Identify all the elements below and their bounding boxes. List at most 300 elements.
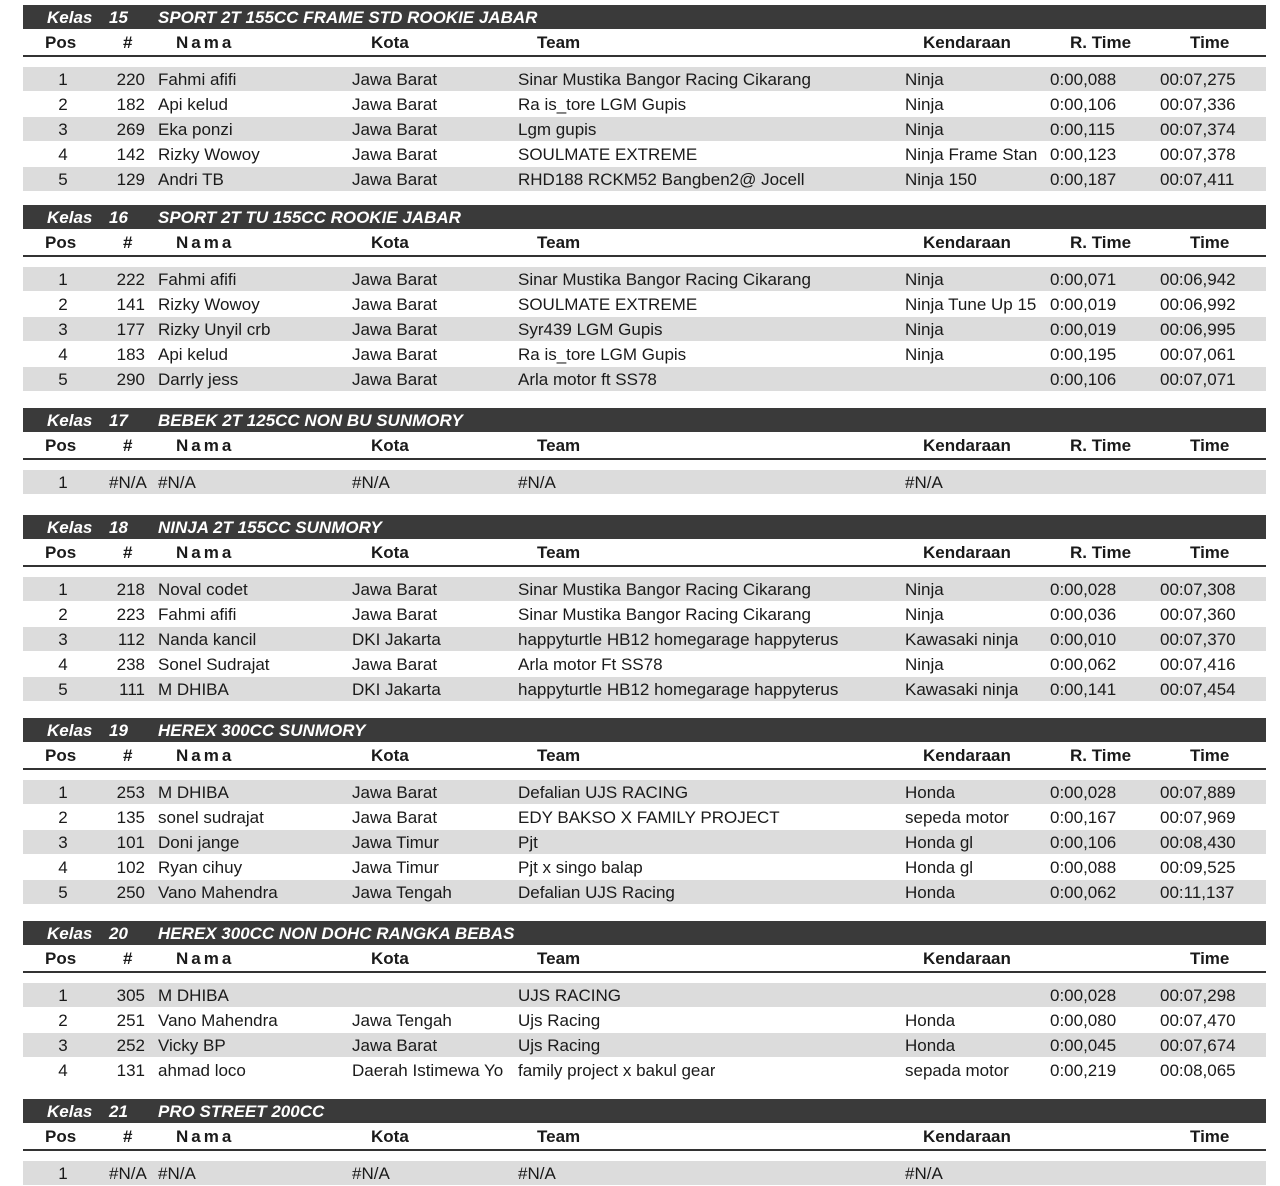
column-header-kendaraan: Kendaraan: [923, 436, 1011, 455]
column-header-kendaraan: Kendaraan: [923, 543, 1011, 562]
cell-team: Arla motor Ft SS78: [518, 655, 663, 674]
column-header-row: [23, 29, 1266, 57]
cell-team: Defalian UJS RACING: [518, 783, 689, 802]
column-header-pos: Pos: [45, 233, 77, 252]
cell-pos: 3: [58, 320, 68, 339]
kelas-section: [23, 921, 1266, 1083]
cell-team: Arla motor ft SS78: [518, 370, 657, 389]
kelas-section: [23, 515, 1266, 702]
cell-pos: 3: [58, 120, 68, 139]
cell-kendaraan: #N/A: [905, 473, 943, 492]
cell-team: Ujs Racing: [518, 1036, 601, 1055]
cell-kota: Jawa Barat: [352, 320, 438, 339]
cell-rtime: 0:00,123: [1050, 145, 1117, 164]
table-row: [23, 292, 1266, 317]
cell-kendaraan: Kawasaki ninja: [905, 680, 1019, 699]
cell-num: 218: [116, 580, 145, 599]
column-header-pos: Pos: [45, 746, 77, 765]
cell-pos: 2: [58, 1011, 68, 1030]
cell-rtime: 0:00,071: [1050, 270, 1117, 289]
cell-team: Sinar Mustika Bangor Racing Cikarang: [518, 70, 811, 89]
column-header-kendaraan: Kendaraan: [923, 233, 1011, 252]
cell-kendaraan: Honda: [905, 1011, 956, 1030]
table-row: [23, 855, 1266, 880]
cell-kendaraan: Ninja: [905, 580, 944, 599]
column-header-time: Time: [1190, 1127, 1230, 1146]
table-row: [23, 805, 1266, 830]
cell-pos: 5: [58, 370, 68, 389]
kelas-label: Kelas: [47, 518, 93, 537]
cell-time: 00:07,889: [1160, 783, 1236, 802]
cell-num: 129: [116, 170, 145, 189]
cell-rtime: 0:00,019: [1050, 320, 1117, 339]
column-header-row: [23, 945, 1266, 973]
kelas-number: 17: [109, 411, 128, 430]
cell-kendaraan: #N/A: [905, 1164, 943, 1183]
cell-team: #N/A: [518, 473, 556, 492]
cell-time: 00:07,969: [1160, 808, 1236, 827]
cell-nama: Vicky BP: [158, 1036, 226, 1055]
cell-kendaraan: Ninja Frame Stan: [905, 145, 1038, 164]
kelas-header-bar: [23, 515, 1266, 539]
cell-num: 182: [116, 95, 145, 114]
cell-rtime: 0:00,115: [1050, 120, 1115, 139]
table-row: [23, 983, 1266, 1008]
column-header-rtime: R. Time: [1070, 233, 1132, 252]
cell-kota: Jawa Barat: [352, 95, 438, 114]
kelas-header-bar: [23, 921, 1266, 945]
column-header-time: Time: [1190, 33, 1230, 52]
cell-team: UJS RACING: [518, 986, 621, 1005]
kelas-label: Kelas: [47, 411, 93, 430]
kelas-number: 21: [109, 1102, 128, 1121]
cell-team: Ujs Racing: [518, 1011, 601, 1030]
kelas-title: HEREX 300CC NON DOHC RANGKA BEBAS: [158, 924, 515, 943]
cell-pos: 1: [58, 270, 68, 289]
kelas-title: PRO STREET 200CC: [158, 1102, 325, 1121]
cell-kota: Jawa Barat: [352, 783, 438, 802]
kelas-section: [23, 408, 1266, 495]
cell-rtime: 0:00,219: [1050, 1061, 1117, 1080]
kelas-title: HEREX 300CC SUNMORY: [158, 721, 366, 740]
cell-kendaraan: Ninja 150: [905, 170, 977, 189]
column-header-pos: Pos: [45, 33, 77, 52]
column-header-kota: Kota: [371, 949, 409, 968]
kelas-title: BEBEK 2T 125CC NON BU SUNMORY: [158, 411, 463, 430]
cell-kendaraan: Ninja: [905, 320, 944, 339]
cell-time: 00:09,525: [1160, 858, 1236, 877]
cell-pos: 1: [58, 783, 68, 802]
cell-kendaraan: Ninja: [905, 605, 944, 624]
column-header-num: #: [123, 33, 133, 52]
cell-kota: Jawa Timur: [352, 833, 439, 852]
table-row: [23, 1058, 1266, 1083]
cell-pos: 1: [58, 473, 68, 492]
cell-kota: Jawa Tengah: [352, 1011, 452, 1030]
cell-pos: 3: [58, 630, 68, 649]
cell-kota: Jawa Timur: [352, 858, 439, 877]
cell-kota: Jawa Barat: [352, 808, 438, 827]
cell-team: family project x bakul gear: [518, 1061, 716, 1080]
cell-nama: Doni jange: [158, 833, 240, 852]
table-row: [23, 577, 1266, 602]
cell-kota: Jawa Barat: [352, 120, 438, 139]
table-row: [23, 470, 1266, 495]
column-header-kota: Kota: [371, 436, 409, 455]
cell-nama: Api kelud: [158, 345, 228, 364]
cell-time: 00:07,674: [1160, 1036, 1236, 1055]
cell-kendaraan: Honda: [905, 783, 956, 802]
cell-time: 00:07,360: [1160, 605, 1236, 624]
cell-time: 00:06,942: [1160, 270, 1236, 289]
table-row: [23, 142, 1266, 167]
cell-time: 00:07,454: [1160, 680, 1236, 699]
cell-time: 00:07,411: [1160, 170, 1235, 189]
cell-num: 305: [116, 986, 145, 1005]
cell-kendaraan: Ninja: [905, 270, 944, 289]
cell-kota: Jawa Barat: [352, 370, 438, 389]
cell-team: Defalian UJS Racing: [518, 883, 675, 902]
cell-team: Lgm gupis: [518, 120, 597, 139]
table-row: [23, 602, 1266, 627]
cell-nama: Rizky Unyil crb: [158, 320, 271, 339]
cell-nama: sonel sudrajat: [158, 808, 264, 827]
cell-pos: 1: [58, 70, 68, 89]
cell-kendaraan: Ninja: [905, 655, 944, 674]
column-header-kendaraan: Kendaraan: [923, 949, 1011, 968]
cell-num: 220: [116, 70, 145, 89]
cell-pos: 1: [58, 1164, 68, 1183]
cell-team: SOULMATE EXTREME: [518, 145, 698, 164]
column-header-rtime: R. Time: [1070, 33, 1132, 52]
cell-pos: 4: [58, 858, 68, 877]
cell-pos: 1: [58, 986, 68, 1005]
cell-num: 238: [116, 655, 145, 674]
table-row: [23, 830, 1266, 855]
column-header-nama: Nama: [176, 543, 235, 562]
kelas-label: Kelas: [47, 208, 93, 227]
table-row: [23, 267, 1266, 292]
cell-nama: Vano Mahendra: [158, 883, 278, 902]
results-table-body: [23, 1161, 1266, 1186]
cell-kota: Jawa Barat: [352, 1036, 438, 1055]
column-header-kendaraan: Kendaraan: [923, 746, 1011, 765]
cell-nama: Eka ponzi: [158, 120, 233, 139]
kelas-section: [23, 205, 1266, 392]
cell-time: 00:08,430: [1160, 833, 1236, 852]
cell-pos: 2: [58, 808, 68, 827]
table-row: [23, 367, 1266, 392]
cell-time: 00:07,378: [1160, 145, 1236, 164]
cell-num: 222: [116, 270, 145, 289]
column-header-nama: Nama: [176, 233, 235, 252]
table-row: [23, 1033, 1266, 1058]
cell-team: Pjt x singo balap: [518, 858, 643, 877]
column-header-nama: Nama: [176, 746, 235, 765]
kelas-number: 18: [109, 518, 128, 537]
column-header-kota: Kota: [371, 33, 409, 52]
cell-rtime: 0:00,088: [1050, 858, 1117, 877]
cell-rtime: 0:00,028: [1050, 986, 1117, 1005]
column-header-num: #: [123, 436, 133, 455]
column-header-time: Time: [1190, 436, 1230, 455]
cell-pos: 4: [58, 1061, 68, 1080]
kelas-section: [23, 5, 1266, 192]
column-header-num: #: [123, 233, 133, 252]
cell-time: 00:07,416: [1160, 655, 1236, 674]
cell-num: 102: [116, 858, 145, 877]
cell-kendaraan: Kawasaki ninja: [905, 630, 1019, 649]
cell-kota: Jawa Barat: [352, 295, 438, 314]
cell-time: 00:11,137: [1160, 883, 1235, 902]
column-header-num: #: [123, 543, 133, 562]
cell-rtime: 0:00,045: [1050, 1036, 1117, 1055]
cell-pos: 2: [58, 95, 68, 114]
column-header-time: Time: [1190, 746, 1230, 765]
cell-nama: Noval codet: [158, 580, 248, 599]
cell-kendaraan: Ninja: [905, 345, 944, 364]
kelas-title: SPORT 2T TU 155CC ROOKIE JABAR: [158, 208, 461, 227]
table-row: [23, 880, 1266, 905]
cell-num: 250: [116, 883, 145, 902]
column-header-num: #: [123, 746, 133, 765]
cell-num: 177: [116, 320, 145, 339]
cell-rtime: 0:00,062: [1050, 883, 1117, 902]
cell-num: 223: [116, 605, 145, 624]
cell-nama: Vano Mahendra: [158, 1011, 278, 1030]
column-header-pos: Pos: [45, 543, 77, 562]
cell-num: #N/A: [109, 473, 147, 492]
cell-kota: #N/A: [352, 473, 390, 492]
cell-pos: 4: [58, 655, 68, 674]
cell-pos: 4: [58, 145, 68, 164]
table-row: [23, 342, 1266, 367]
cell-num: 252: [116, 1036, 145, 1055]
cell-rtime: 0:00,019: [1050, 295, 1117, 314]
table-row: [23, 117, 1266, 142]
cell-time: 00:07,336: [1160, 95, 1236, 114]
cell-kota: Jawa Barat: [352, 605, 438, 624]
cell-rtime: 0:00,010: [1050, 630, 1117, 649]
table-row: [23, 652, 1266, 677]
kelas-section: [23, 718, 1266, 905]
cell-kendaraan: Honda: [905, 1036, 956, 1055]
cell-kendaraan: sepeda motor: [905, 808, 1009, 827]
cell-time: 00:07,298: [1160, 986, 1236, 1005]
cell-nama: Ryan cihuy: [158, 858, 243, 877]
column-header-rtime: R. Time: [1070, 543, 1132, 562]
cell-kota: Jawa Barat: [352, 70, 438, 89]
cell-num: 269: [116, 120, 145, 139]
cell-nama: M DHIBA: [158, 680, 229, 699]
cell-num: 253: [116, 783, 145, 802]
cell-rtime: 0:00,141: [1050, 680, 1117, 699]
kelas-label: Kelas: [47, 1102, 93, 1121]
cell-team: Pjt: [518, 833, 538, 852]
column-header-kendaraan: Kendaraan: [923, 1127, 1011, 1146]
cell-time: 00:06,995: [1160, 320, 1236, 339]
table-row: [23, 67, 1266, 92]
cell-team: Ra is_tore LGM Gupis: [518, 95, 687, 114]
column-header-kota: Kota: [371, 233, 409, 252]
cell-nama: Fahmi afifi: [158, 270, 237, 289]
kelas-label: Kelas: [47, 924, 93, 943]
column-header-kota: Kota: [371, 543, 409, 562]
column-header-row: [23, 432, 1266, 460]
results-table-body: [23, 780, 1266, 905]
cell-time: 00:07,061: [1160, 345, 1236, 364]
column-header-time: Time: [1190, 543, 1230, 562]
cell-kendaraan: Honda gl: [905, 858, 974, 877]
cell-nama: Andri TB: [158, 170, 224, 189]
cell-pos: 1: [58, 580, 68, 599]
cell-num: 183: [116, 345, 145, 364]
cell-rtime: 0:00,028: [1050, 783, 1117, 802]
column-header-pos: Pos: [45, 1127, 77, 1146]
cell-kendaraan: Ninja Tune Up 15: [905, 295, 1037, 314]
cell-nama: Fahmi afifi: [158, 605, 237, 624]
cell-nama: Darrly jess: [158, 370, 239, 389]
kelas-header-bar: [23, 1099, 1266, 1123]
cell-num: 111: [119, 680, 145, 699]
table-row: [23, 780, 1266, 805]
cell-rtime: 0:00,106: [1050, 833, 1117, 852]
column-header-row: [23, 229, 1266, 257]
cell-team: EDY BAKSO X FAMILY PROJECT: [518, 808, 780, 827]
column-header-rtime: R. Time: [1070, 436, 1132, 455]
cell-num: 142: [116, 145, 145, 164]
cell-time: 00:07,374: [1160, 120, 1236, 139]
cell-time: 00:08,065: [1160, 1061, 1236, 1080]
cell-time: 00:06,992: [1160, 295, 1236, 314]
cell-nama: M DHIBA: [158, 986, 229, 1005]
column-header-team: Team: [537, 436, 581, 455]
column-header-time: Time: [1190, 233, 1230, 252]
table-row: [23, 1161, 1266, 1186]
cell-num: 290: [116, 370, 145, 389]
column-header-team: Team: [537, 746, 581, 765]
results-table-body: [23, 67, 1266, 192]
column-header-nama: Nama: [176, 1127, 235, 1146]
cell-team: happyturtle HB12 homegarage happyterus: [518, 630, 839, 649]
cell-kota: DKI Jakarta: [352, 680, 441, 699]
cell-rtime: 0:00,062: [1050, 655, 1117, 674]
cell-time: 00:07,370: [1160, 630, 1236, 649]
cell-pos: 2: [58, 605, 68, 624]
cell-kendaraan: Ninja: [905, 120, 944, 139]
cell-rtime: 0:00,106: [1050, 95, 1117, 114]
column-header-nama: Nama: [176, 33, 235, 52]
kelas-section: [23, 1099, 1266, 1186]
column-header-nama: Nama: [176, 436, 235, 455]
cell-kota: Jawa Barat: [352, 270, 438, 289]
cell-num: 112: [117, 630, 145, 649]
column-header-row: [23, 1123, 1266, 1151]
kelas-number: 15: [109, 8, 128, 27]
cell-nama: Api kelud: [158, 95, 228, 114]
cell-rtime: 0:00,088: [1050, 70, 1117, 89]
cell-rtime: 0:00,036: [1050, 605, 1117, 624]
cell-nama: Sonel Sudrajat: [158, 655, 270, 674]
cell-rtime: 0:00,028: [1050, 580, 1117, 599]
cell-pos: 2: [58, 295, 68, 314]
cell-rtime: 0:00,187: [1050, 170, 1117, 189]
cell-time: 00:07,308: [1160, 580, 1236, 599]
cell-pos: 5: [58, 883, 68, 902]
cell-num: 141: [116, 295, 145, 314]
column-header-num: #: [123, 949, 133, 968]
table-row: [23, 92, 1266, 117]
cell-time: 00:07,071: [1160, 370, 1236, 389]
cell-nama: #N/A: [158, 473, 196, 492]
column-header-row: [23, 742, 1266, 770]
cell-kendaraan: Ninja: [905, 70, 944, 89]
cell-kendaraan: Honda gl: [905, 833, 974, 852]
cell-num: #N/A: [109, 1164, 147, 1183]
cell-nama: M DHIBA: [158, 783, 229, 802]
column-header-team: Team: [537, 233, 581, 252]
cell-team: Sinar Mustika Bangor Racing Cikarang: [518, 270, 811, 289]
table-row: [23, 1008, 1266, 1033]
column-header-nama: Nama: [176, 949, 235, 968]
cell-team: SOULMATE EXTREME: [518, 295, 698, 314]
cell-kendaraan: sepada motor: [905, 1061, 1009, 1080]
cell-num: 251: [116, 1011, 145, 1030]
kelas-title: SPORT 2T 155CC FRAME STD ROOKIE JABAR: [158, 8, 538, 27]
cell-pos: 5: [58, 170, 68, 189]
cell-nama: #N/A: [158, 1164, 196, 1183]
cell-nama: Rizky Wowoy: [158, 145, 260, 164]
kelas-header-bar: [23, 5, 1266, 29]
cell-num: 101: [116, 833, 145, 852]
cell-pos: 3: [58, 833, 68, 852]
kelas-title: NINJA 2T 155CC SUNMORY: [158, 518, 382, 537]
column-header-pos: Pos: [45, 436, 77, 455]
cell-team: #N/A: [518, 1164, 556, 1183]
cell-kota: Jawa Barat: [352, 655, 438, 674]
column-header-num: #: [123, 1127, 133, 1146]
cell-pos: 3: [58, 1036, 68, 1055]
cell-nama: Nanda kancil: [158, 630, 257, 649]
cell-pos: 5: [58, 680, 68, 699]
cell-kota: Jawa Barat: [352, 580, 438, 599]
results-table-body: [23, 983, 1266, 1083]
cell-kota: Jawa Barat: [352, 345, 438, 364]
cell-team: happyturtle HB12 homegarage happyterus: [518, 680, 839, 699]
results-table-body: [23, 577, 1266, 702]
cell-kota: Jawa Barat: [352, 145, 438, 164]
cell-nama: ahmad loco: [158, 1061, 246, 1080]
column-header-rtime: R. Time: [1070, 746, 1132, 765]
cell-kota: Jawa Barat: [352, 170, 438, 189]
cell-num: 131: [116, 1061, 145, 1080]
column-header-time: Time: [1190, 949, 1230, 968]
cell-team: Syr439 LGM Gupis: [518, 320, 663, 339]
cell-rtime: 0:00,167: [1050, 808, 1117, 827]
column-header-team: Team: [537, 543, 581, 562]
cell-num: 135: [116, 808, 145, 827]
cell-kendaraan: Ninja: [905, 95, 944, 114]
table-row: [23, 317, 1266, 342]
table-row: [23, 677, 1266, 702]
table-row: [23, 627, 1266, 652]
kelas-number: 19: [109, 721, 128, 740]
kelas-label: Kelas: [47, 721, 93, 740]
cell-team: RHD188 RCKM52 Bangben2@ Jocell: [518, 170, 805, 189]
column-header-kendaraan: Kendaraan: [923, 33, 1011, 52]
cell-kota: Daerah Istimewa Yo: [352, 1061, 504, 1080]
column-header-kota: Kota: [371, 746, 409, 765]
